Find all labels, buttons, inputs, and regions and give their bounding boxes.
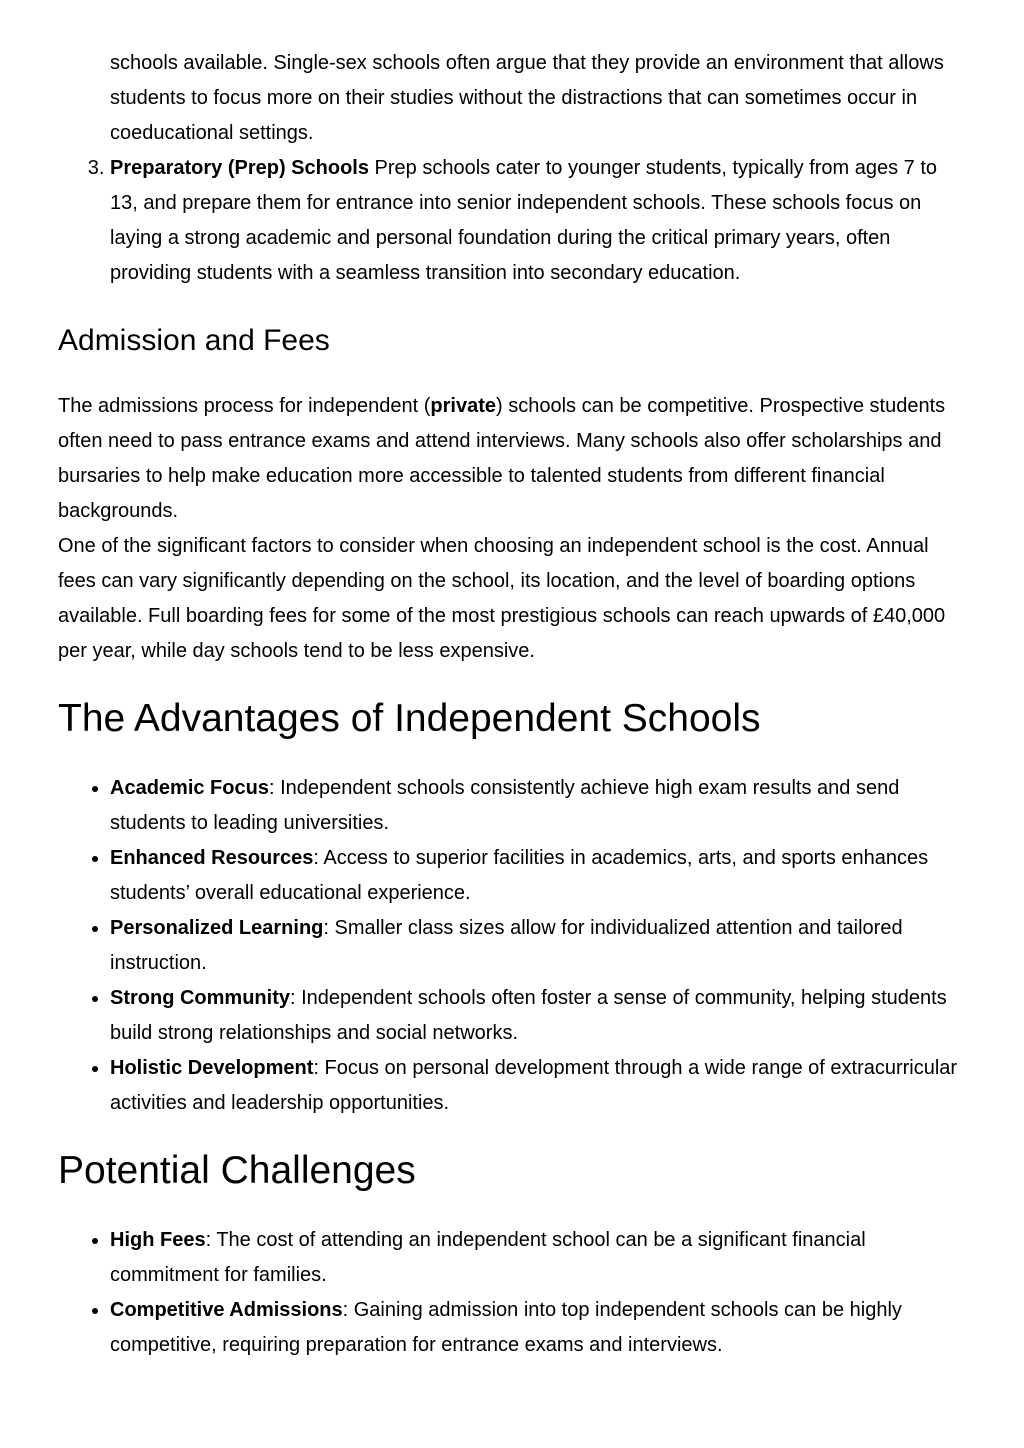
- admission-paragraph-2: One of the significant factors to consider when choosing an independent school is the cost. Annual fees can vary significantly depending on the school, its location, and the level of boarding options available. Full boarding fees for some of the most prestigious schools can reach upwards of £40,000 per year, while day schools tend to be less expensive.: [58, 535, 946, 662]
- item-text: Prep schools cater to younger students, typically from ages 7 to 13, and prepare them for entrance into senior independent schools. These schools focus on laying a strong academic and personal foundation during the critical primary years, often providing students with a seamless transition into secondary education.: [110, 157, 938, 284]
- item-term: Competitive Admissions: [110, 1299, 343, 1321]
- list-item: [110, 981, 966, 1051]
- list-item: [110, 1051, 966, 1121]
- item-text: : Independent schools often foster a sense of community, helping students build strong relationships and social networks.: [110, 987, 947, 1044]
- bold-private: private: [430, 395, 497, 417]
- item-term: Personalized Learning: [110, 917, 324, 939]
- item-term: Enhanced Resources: [110, 847, 314, 869]
- item-text: : Smaller class sizes allow for individualized attention and tailored instruction.: [110, 917, 903, 974]
- item-text: : The cost of attending an independent school can be a significant financial commitment for families.: [110, 1229, 866, 1286]
- list-item: [110, 841, 966, 911]
- challenges-heading: Potential Challenges: [58, 1149, 416, 1192]
- item-term: Academic Focus: [110, 777, 269, 799]
- item-term: Preparatory (Prep) Schools: [110, 157, 369, 179]
- admission-paragraph-1: The admissions process for independent (private) schools can be competitive. Prospective students often need to pass entrance exams and attend interviews. Many schools also offer scholarships and bursaries to help make education more accessible to talented students from different financial backgrounds.: [58, 395, 946, 522]
- item-text: : Independent schools consistently achieve high exam results and send students to leading universities.: [110, 777, 900, 834]
- item-text: : Focus on personal development through a wide range of extracurricular activities and leadership opportunities.: [110, 1057, 958, 1114]
- advantages-heading: The Advantages of Independent Schools: [58, 697, 761, 740]
- item-text: : Access to superior facilities in academics, arts, and sports enhances students’ overall educational experience.: [110, 847, 929, 904]
- advantages-list: [58, 771, 966, 1121]
- list-item: [110, 911, 966, 981]
- school-types-list: [58, 0, 966, 291]
- item-term: High Fees: [110, 1229, 206, 1251]
- item-text: : Gaining admission into top independent schools can be highly competitive, requiring preparation for entrance exams and interviews.: [110, 1299, 902, 1356]
- item-term: Holistic Development: [110, 1057, 314, 1079]
- list-item: [110, 771, 966, 841]
- list-item: [110, 151, 966, 291]
- list-item: [110, 46, 966, 151]
- list-item: [110, 1223, 966, 1293]
- continued-text: schools available. Single-sex schools often argue that they provide an environment that allows students to focus more on their studies without the distractions that can sometimes occur in coeducational settings.: [110, 52, 944, 144]
- challenges-list: [58, 1223, 966, 1363]
- list-item: [110, 1293, 966, 1363]
- item-term: Strong Community: [110, 987, 290, 1009]
- admission-heading: Admission and Fees: [58, 324, 330, 357]
